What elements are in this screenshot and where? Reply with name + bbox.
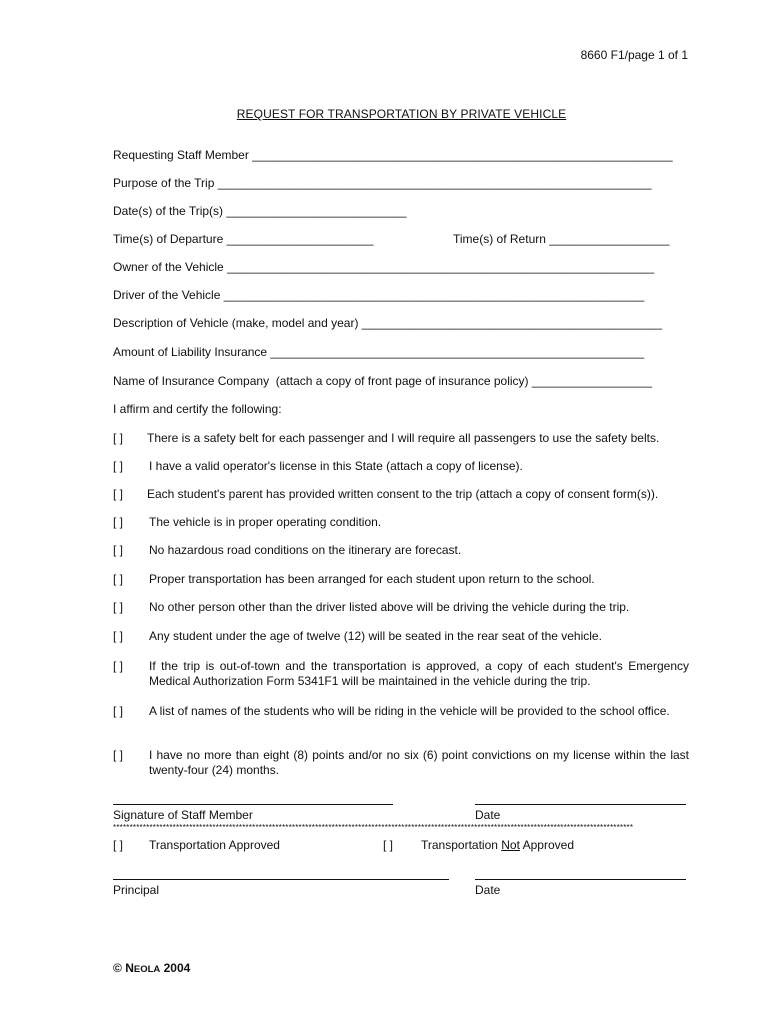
vehicle-owner-field[interactable]: Owner of the Vehicle ________________________________________________________________ [113,260,655,274]
checkbox-other-driver[interactable]: [ ] [113,600,124,614]
checkbox-vehicle-condition[interactable]: [ ] [113,515,124,529]
item-medical-authorization: If the trip is out-of-town and the transportation is approved, a copy of each student's Emergency Medical Authorization Form 5341F1 will be maintained in the vehicle during the trip. [149,659,689,688]
checkbox-approved[interactable]: [ ] [113,838,124,852]
checkbox-rear-seat[interactable]: [ ] [113,629,124,643]
org-name-rest: EOLA [133,964,161,975]
item-vehicle-condition: The vehicle is in proper operating condition. [149,515,382,529]
item-license-points: I have no more than eight (8) points and/or no six (6) point convictions on my license within the last twenty-four (24) months. [149,748,689,777]
item-road-conditions: No hazardous road conditions on the itinerary are forecast. [149,543,462,557]
purpose-field[interactable]: Purpose of the Trip _________________________________________________________________ [113,176,652,190]
vehicle-description-field[interactable]: Description of Vehicle (make, model and year) _____________________________________________ [113,316,663,330]
principal-label: Principal [113,883,160,897]
principal-signature-line[interactable] [113,879,449,880]
copyright-symbol: © [113,961,122,975]
insurance-company-field[interactable]: Name of Insurance Company (attach a copy of front page of insurance policy) __________________ [113,374,653,388]
vehicle-driver-field[interactable]: Driver of the Vehicle _______________________________________________________________ [113,288,645,302]
page-reference: 8660 F1/page 1 of 1 [580,48,688,62]
item-student-list: A list of names of the students who will be riding in the vehicle will be provided to the school office. [149,704,670,718]
checkbox-medical-authorization[interactable]: [ ] [113,659,124,673]
trip-dates-field[interactable]: Date(s) of the Trip(s) ___________________________ [113,204,407,218]
checkbox-road-conditions[interactable]: [ ] [113,543,124,557]
checkbox-license[interactable]: [ ] [113,459,124,473]
item-consent: Each student's parent has provided written consent to the trip (attach a copy of consent form(s)). [147,487,659,501]
item-return-transport: Proper transportation has been arranged for each student upon return to the school. [149,572,595,586]
liability-insurance-field[interactable]: Amount of Liability Insurance ________________________________________________________ [113,345,645,359]
staff-date-line[interactable] [475,804,686,805]
affirm-statement: I affirm and certify the following: [113,402,282,416]
item-rear-seat: Any student under the age of twelve (12) will be seated in the rear seat of the vehicle. [149,629,602,643]
org-name-first: N [125,961,134,975]
checkbox-student-list[interactable]: [ ] [113,704,124,718]
not-approved-prefix: Transportation [421,838,502,852]
item-safety-belt: There is a safety belt for each passenger and I will require all passengers to use the safety belts. [147,431,660,445]
item-other-driver: No other person other than the driver listed above will be driving the vehicle during the trip. [149,600,630,614]
copyright-year: 2004 [163,961,191,975]
approved-label: Transportation Approved [149,838,280,852]
checkbox-return-transport[interactable]: [ ] [113,572,124,586]
requesting-staff-field[interactable]: Requesting Staff Member _______________________________________________________________ [113,148,673,162]
not-approved-suffix: Approved [519,838,574,852]
staff-date-label: Date [475,808,501,822]
staff-signature-line[interactable] [113,804,393,805]
departure-time-field[interactable]: Time(s) of Departure ______________________ [113,232,374,246]
principal-date-line[interactable] [475,879,686,880]
return-time-field[interactable]: Time(s) of Return __________________ [453,232,670,246]
checkbox-license-points[interactable]: [ ] [113,748,124,762]
principal-date-label: Date [475,883,501,897]
separator-stars: ************************************************************************************************************************************************************* [113,823,634,832]
not-approved-label [421,838,574,852]
copyright-footer [113,961,190,975]
staff-signature-label: Signature of Staff Member [113,808,253,822]
not-approved-not-word: Not [501,838,520,852]
form-title: REQUEST FOR TRANSPORTATION BY PRIVATE VEHICLE [236,107,567,121]
checkbox-consent[interactable]: [ ] [113,487,124,501]
item-license: I have a valid operator's license in this State (attach a copy of license). [149,459,523,473]
checkbox-safety-belt[interactable]: [ ] [113,431,124,445]
checkbox-not-approved[interactable]: [ ] [383,838,394,852]
